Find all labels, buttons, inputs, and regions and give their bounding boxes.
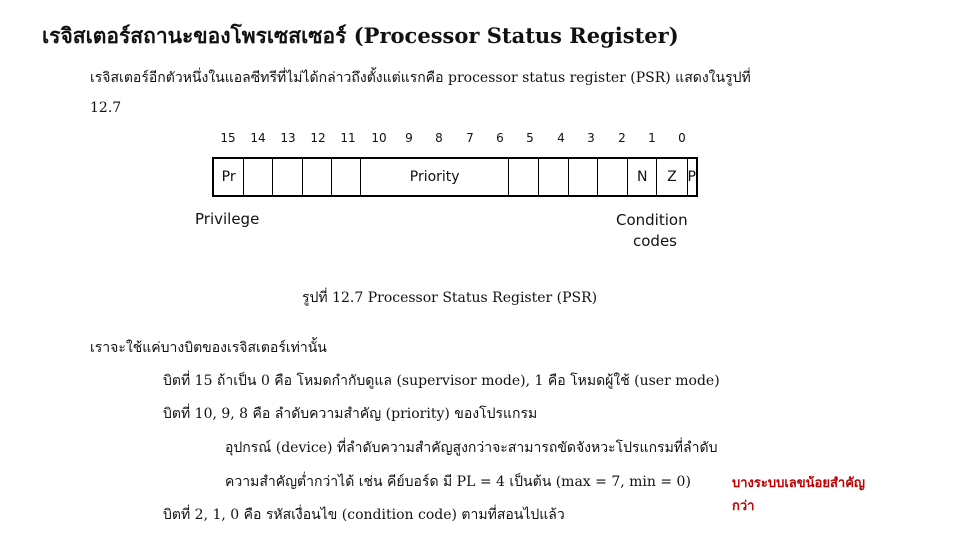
intro-line-2: 12.7 [90,100,122,116]
register-cell-z: Z [657,159,687,195]
register-cell [598,159,628,195]
register-cell-p: P [687,169,696,185]
red-note-line-1: บางระบบเลขน้อยสำคัญ [732,476,865,491]
register-cell-pr: Pr [214,159,244,195]
register-cell [244,159,273,195]
red-note-line-2: กว่า [732,499,755,514]
bit-number: 6 [496,131,504,145]
bit-number: 5 [526,131,534,145]
register-cell-n: N [628,159,657,195]
device-line-1: อุปกรณ์ (device) ที่ลำดับความสำคัญสูงกว่าจะสามารถขัดจังหวะโปรแกรมที่ลำดับ [225,440,718,456]
register-cell [509,159,539,195]
intro-line-1: เรจิสเตอร์อีกตัวหนึ่งในแอลซีทรีที่ไม่ได้กล่าวถึงตั้งแต่แรกคือ processor status register (PSR) แสดงในรูปที่ [90,70,751,86]
bit-number: 13 [280,131,296,145]
register-cell [303,159,332,195]
page-title: เรจิสเตอร์สถานะของโพรเซสเซอร์ (Processor Status Register) [42,23,679,48]
bit-number: 7 [466,131,474,145]
bit-number: 14 [250,131,266,145]
register-cell [539,159,568,195]
bit-number: 4 [557,131,565,145]
bit-number: 2 [618,131,626,145]
bit1098-description: บิตที่ 10, 9, 8 คือ ลำดับความสำคัญ (priority) ของโปรแกรม [163,406,538,422]
usage-heading: เราจะใช้แค่บางบิตของเรจิสเตอร์เท่านั้น [90,340,327,356]
device-line-2: ความสำคัญต่ำกว่าได้ เช่น คีย์บอร์ด มี PL = 4 เป็นต้น (max = 7, min = 0) [225,474,691,490]
condition-label-line-2: codes [633,232,677,250]
figure-caption: รูปที่ 12.7 Processor Status Register (PSR) [302,290,598,306]
register-cell-priority: Priority [361,159,509,195]
privilege-label: Privilege [195,210,260,228]
bit-number: 11 [340,131,356,145]
bit210-description: บิตที่ 2, 1, 0 คือ รหัสเงื่อนไข (condition code) ตามที่สอนไปแล้ว [163,507,565,523]
bit15-description: บิตที่ 15 ถ้าเป็น 0 คือ โหมดกำกับดูแล (supervisor mode), 1 คือ โหมดผู้ใช้ (user mode) [163,373,720,389]
bit-number: 12 [310,131,326,145]
bit-number: 3 [587,131,595,145]
psr-register-diagram [212,157,698,197]
register-cell [569,159,598,195]
register-cell [273,159,302,195]
register-cell [332,159,361,195]
bit-number: 1 [648,131,656,145]
bit-number: 0 [678,131,686,145]
bit-number-row [212,131,698,147]
bit-number: 10 [371,131,387,145]
bit-number: 15 [220,131,236,145]
bit-number: 8 [435,131,443,145]
condition-label-line-1: Condition [616,211,688,229]
bit-number: 9 [405,131,413,145]
